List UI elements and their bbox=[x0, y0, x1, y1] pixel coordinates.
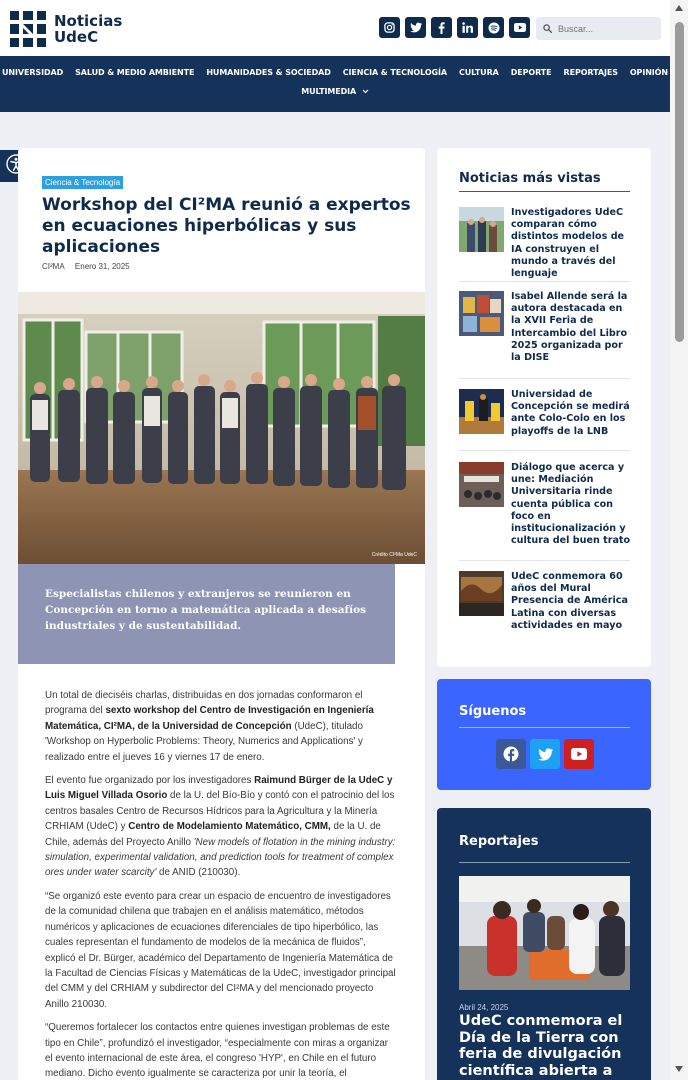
lead-text: Especialistas chilenos y extranjeros se reunieron en Concepción en torno a matemática aplicada a desafíos industriales y de sustentabilidad. bbox=[45, 588, 366, 632]
p2-text-c: de la U. del Bío-Bío y contó con el patrocinio del los centros basales Centro de Recursos Hídricos para la Agricultura y la Minería CRHIAM (UdeC) y bbox=[45, 790, 395, 833]
follow-title: Síguenos bbox=[459, 704, 527, 719]
divider bbox=[459, 450, 630, 451]
most-viewed-link[interactable]: Investigadores UdeC comparan cómo distintos modelos de IA construyen el mundo a través del lenguaje bbox=[511, 207, 625, 280]
nav-item-opinion[interactable]: OPINIÓN bbox=[629, 68, 668, 77]
nav-item-humanidades[interactable]: HUMANIDADES & SOCIEDAD bbox=[206, 68, 331, 77]
logo-text bbox=[54, 13, 122, 45]
follow-icons bbox=[496, 739, 594, 769]
nav-item-deporte[interactable]: DEPORTE bbox=[510, 68, 552, 77]
p2-text-g: de ANID (210030). bbox=[156, 867, 241, 879]
most-viewed-thumbnail[interactable] bbox=[459, 291, 504, 336]
paragraph-4: “Queremos fortalecer los contactos entre quienes investigan problemas de este tipo en Chile”, profundizó el investigador, “especialmente con miras a organizar el evento internacional de este área, el congreso 'HYP', en Chile en el futuro mediano. Dicho evento igualmente se caracteriza por unir la teoría, el bbox=[45, 1022, 390, 1080]
image-credit: Crédito CI²Ma UdeC bbox=[371, 552, 417, 558]
nav-item-universidad[interactable]: UNIVERSIDAD bbox=[2, 68, 64, 77]
linkedin-icon[interactable] bbox=[457, 17, 478, 38]
social-links bbox=[379, 17, 530, 38]
article-hero-image bbox=[18, 292, 425, 564]
p2-text-f: 'New models of flotation in the mining industry: simulation, experimental validation, and prediction tools for treatment of complex ores under water scarcity' bbox=[45, 836, 396, 879]
paragraph-3: “Se organizó este evento para crear un espacio de encuentro de investigadores de la comunidad chilena que trabajen en el análisis matemático, métodos numéricos y aplicaciones de ecuaciones diferenciales de tipo hiperbólico, las cuales representan el fundamento de modelos de la mecánica de fluidos”, explicó el Dr. Bürger, académico del Departamento de Ingeniería Matemática de la Facultad de Ciencias Físicas y Matemáticas de la UdeC, investigador principal del CMM y del CRHIAM y subdirector del CI²MA y del mencionado proyecto Anillo 210030. bbox=[45, 890, 396, 1010]
most-viewed-thumbnail[interactable] bbox=[459, 571, 504, 616]
p2-text-a: El evento fue organizado por los investigadores bbox=[45, 775, 255, 787]
youtube-icon[interactable] bbox=[564, 739, 594, 769]
search-box[interactable] bbox=[536, 17, 661, 40]
most-viewed-link[interactable]: Universidad de Concepción se medirá ante Colo-Colo en los playoffs de la LNB bbox=[511, 389, 630, 437]
nav-item-salud[interactable]: SALUD & MEDIO AMBIENTE bbox=[75, 68, 195, 77]
scroll-up-arrow-icon[interactable] bbox=[675, 5, 683, 11]
scroll-down-arrow-icon[interactable] bbox=[675, 1066, 683, 1072]
p2-text-d: Centro de Modelamiento Matemático, CMM, bbox=[128, 821, 331, 833]
article-card bbox=[18, 148, 425, 1080]
divider bbox=[459, 862, 630, 863]
scrollbar-thumb[interactable] bbox=[675, 22, 684, 342]
site-header bbox=[0, 0, 670, 56]
nav-item-cultura[interactable]: CULTURA bbox=[458, 68, 499, 77]
p1-text-b: sexto workshop del Centro de Investigación en Ingeniería Matemática, CI²MA, de la Universidad de Concepción bbox=[45, 705, 374, 732]
spotify-icon[interactable] bbox=[483, 17, 504, 38]
article-meta bbox=[42, 262, 138, 271]
chevron-down-icon bbox=[359, 87, 369, 96]
most-viewed-thumbnail[interactable] bbox=[459, 462, 504, 507]
nav-row-primary bbox=[0, 68, 670, 77]
p2-text-b: Raimund Bürger de la UdeC y Luis Miguel Villada Osorio bbox=[45, 775, 393, 802]
reportaje-image[interactable] bbox=[459, 876, 630, 990]
nav-item-multimedia-label: MULTIMEDIA bbox=[301, 87, 357, 96]
search-icon bbox=[543, 20, 552, 38]
twitter-icon[interactable] bbox=[405, 17, 426, 38]
most-viewed-thumbnail[interactable] bbox=[459, 207, 504, 252]
paragraph-1 bbox=[45, 688, 397, 765]
page-scrollbar[interactable] bbox=[670, 0, 688, 1080]
reportajes-widget bbox=[437, 808, 651, 1080]
site-logo[interactable] bbox=[10, 11, 122, 47]
logo-line2: UdeC bbox=[54, 28, 99, 46]
divider bbox=[459, 281, 630, 282]
follow-widget bbox=[437, 679, 651, 790]
divider bbox=[459, 727, 630, 728]
main-nav bbox=[0, 56, 670, 112]
nav-item-multimedia[interactable] bbox=[301, 87, 369, 96]
nav-item-ciencia[interactable]: CIENCIA & TECNOLOGÍA bbox=[342, 68, 447, 77]
reportajes-title: Reportajes bbox=[459, 834, 539, 849]
nav-row-secondary bbox=[0, 87, 670, 96]
logo-mark-icon bbox=[10, 11, 46, 47]
category-badge[interactable]: Ciencia & Tecnología bbox=[42, 176, 123, 189]
instagram-icon[interactable] bbox=[379, 17, 400, 38]
article-author[interactable]: CI²MA bbox=[42, 262, 65, 271]
facebook-icon[interactable] bbox=[431, 17, 452, 38]
most-viewed-link[interactable]: Diálogo que acerca y une: Mediación Universitaria rinde cuenta pública con foco en institucionalización y cultura del buen trato bbox=[511, 462, 631, 547]
youtube-icon[interactable] bbox=[509, 17, 530, 38]
most-viewed-thumbnail[interactable] bbox=[459, 389, 504, 434]
twitter-icon[interactable] bbox=[530, 739, 560, 769]
nav-item-reportajes[interactable]: REPORTAJES bbox=[563, 68, 618, 77]
p1-text-c: (UdeC), titulado 'Workshop on Hyperbolic Problems: Theory, Numerics and Applications' y realizado entre el jueves 16 y viernes 17 de enero. bbox=[45, 720, 363, 763]
paragraph-2 bbox=[45, 773, 397, 881]
divider bbox=[459, 560, 630, 561]
divider bbox=[459, 191, 630, 192]
p1-text-a: Un total de dieciséis charlas, distribuidas en dos jornadas conformaron el programa del bbox=[45, 690, 363, 717]
article-body bbox=[45, 688, 397, 1080]
article-date: Enero 31, 2025 bbox=[74, 262, 130, 271]
article-title: Workshop del CI²MA reunió a expertos en ecuaciones hiperbólicas y sus aplicaciones bbox=[42, 195, 411, 257]
most-viewed-link[interactable]: Isabel Allende será la autora destacada en la XVII Feria de Intercambio del Libro 2025 organizada por la DISE bbox=[511, 291, 628, 364]
logo-line1: Noticias bbox=[54, 12, 123, 30]
reportaje-headline[interactable]: UdeC conmemora el Día de la Tierra con feria de divulgación científica abierta a bbox=[459, 1013, 623, 1079]
facebook-icon[interactable] bbox=[496, 739, 526, 769]
p2-text-e: de la U. de Chile, además del Proyecto Anillo bbox=[45, 821, 381, 848]
reportaje-date: Abril 24, 2025 bbox=[459, 1003, 509, 1012]
divider bbox=[459, 378, 630, 379]
search-input[interactable] bbox=[558, 24, 648, 34]
most-viewed-widget bbox=[437, 148, 651, 667]
article-lead bbox=[18, 564, 395, 664]
most-viewed-title: Noticias más vistas bbox=[459, 171, 601, 186]
most-viewed-link[interactable]: UdeC conmemora 60 años del Mural Presencia de América Latina con diversas actividades en mayo bbox=[511, 571, 628, 631]
